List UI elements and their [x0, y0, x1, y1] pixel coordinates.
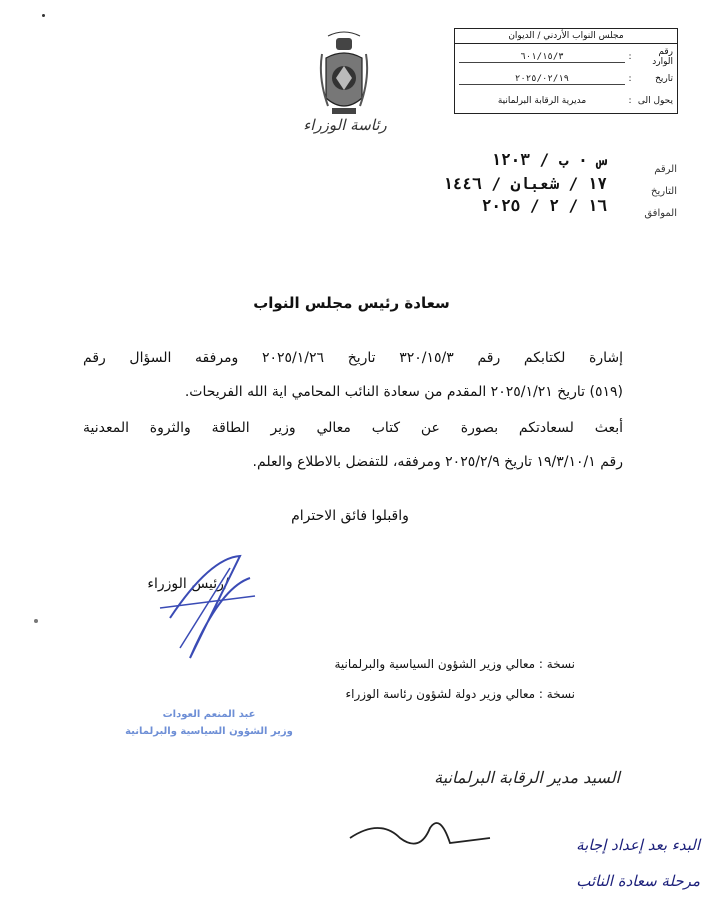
reference-date-value: ١٧ / شعبان / ١٤٤٦: [443, 174, 607, 193]
handwritten-note-1: السيد مدير الرقابة البرلمانية: [434, 768, 620, 787]
reference-number-value: س ٠ ب / ١٢٠٣: [491, 150, 607, 169]
reference-corresponding-value: ١٦ / ٢ / ٢٠٢٥: [481, 196, 607, 215]
salutation: سعادة رئيس مجلس النواب: [253, 294, 450, 312]
stamp-date-label: تاريخ: [655, 74, 673, 84]
scan-speck: [42, 14, 45, 17]
signatory-title: /رئيس الوزراء: [147, 576, 229, 592]
stamp-refer-label: يحول الى: [637, 96, 673, 106]
stamp-refer-row: [459, 93, 673, 109]
handwritten-note-3: مرحلة سعادة النائب: [576, 872, 700, 890]
handwritten-signature-mark: [340, 808, 500, 858]
stamp-title: مجلس النواب الأردني / الديوان: [455, 29, 677, 44]
stamp-date-row: [459, 71, 673, 87]
body-line-2: (٥١٩) تاريخ ٢٠٢٥/١/٢١ المقدم من سعادة النائب المحامي اية الله الفريحات.: [184, 384, 623, 400]
stamp-incoming-row: [459, 49, 673, 65]
reference-number-label: الرقم: [654, 164, 677, 175]
stamp-separator: :: [628, 74, 632, 84]
stamp-incoming-value: ٦٠١/١٥/٣: [459, 52, 625, 63]
minister-stamp-title: وزير الشؤون السياسية والبرلمانية: [125, 726, 293, 737]
minister-stamp: [124, 706, 294, 740]
stamp-separator: :: [628, 52, 632, 62]
stamp-refer-value: مديرية الرقابة البرلمانية: [497, 96, 587, 106]
closing-line: واقبلوا فائق الاحترام: [291, 508, 409, 524]
stamp-date-value: ٢٠٢٥/٠٢/١٩: [459, 74, 625, 85]
body-line-1: إشارة لكتابكم رقم ٣٢٠/١٥/٣ تاريخ ٢٠٢٥/١/٢٦ ومرفقه السؤال رقم: [83, 350, 623, 366]
body-line-4: رقم ١٩/٣/١٠/١ تاريخ ٢٠٢٥/٢/٩ ومرفقه، للتفضل بالاطلاع والعلم.: [252, 454, 623, 470]
minister-stamp-name: عبد المنعم العودات: [162, 709, 256, 720]
handwritten-note-2: البدء بعد إعداد إجابة: [576, 836, 700, 854]
crest-caption: رئاسة الوزراء: [303, 116, 387, 134]
incoming-stamp: [454, 28, 678, 114]
copy-line-1: نسخة : معالي وزير الشؤون السياسية والبرلمانية: [334, 657, 575, 671]
scan-speck: [34, 619, 38, 623]
signature-mark: [150, 548, 260, 668]
body-line-3: أبعث لسعادتكم بصورة عن كتاب معالي وزير الطاقة والثروة المعدنية: [83, 420, 623, 436]
stamp-separator: :: [628, 96, 632, 106]
reference-corresponding-label: الموافق: [644, 208, 677, 219]
stamp-incoming-label: رقم الوارد: [652, 47, 673, 67]
copy-line-2: نسخة : معالي وزير دولة لشؤون رئاسة الوزراء: [345, 687, 575, 701]
reference-date-label: التاريخ: [651, 186, 677, 197]
